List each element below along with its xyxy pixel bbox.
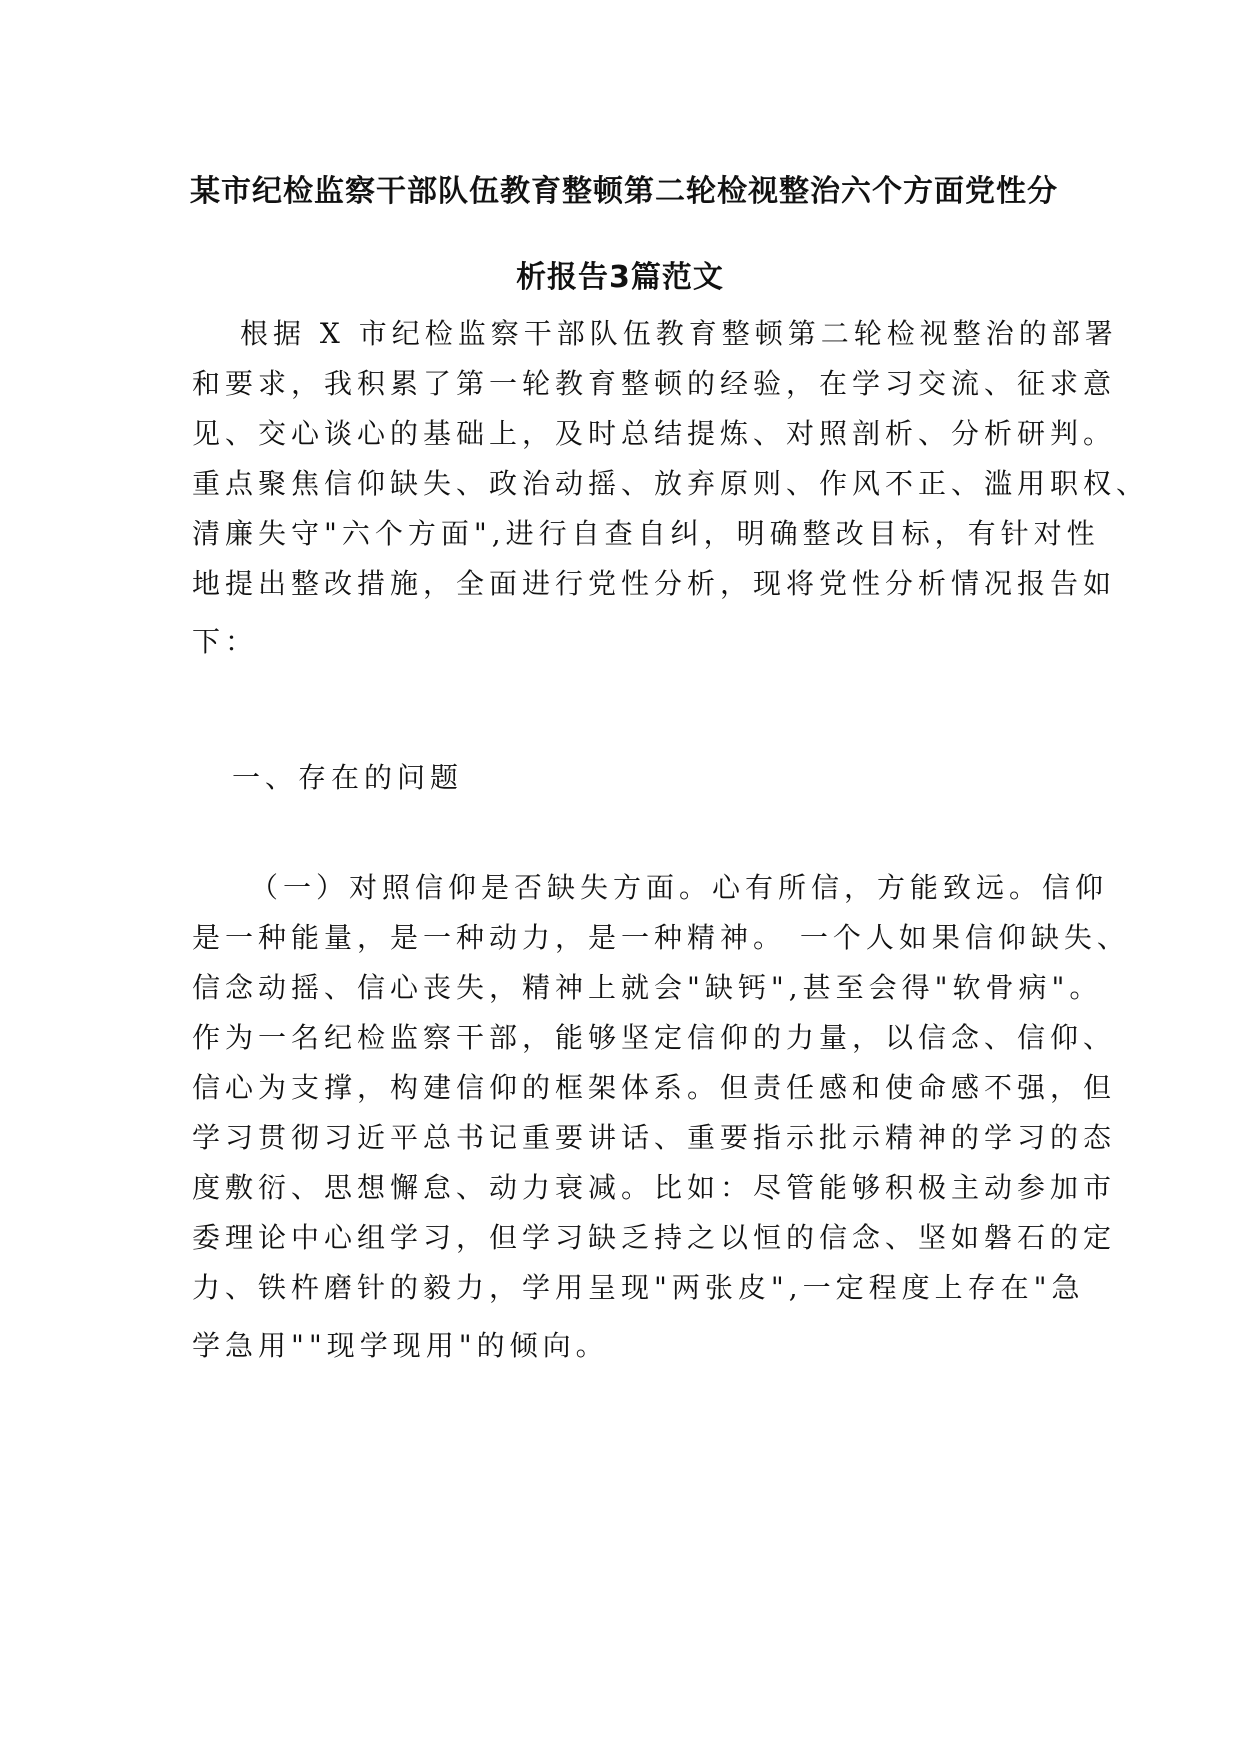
section-paragraph-line: 学习贯彻习近平总书记重要讲话、重要指示批示精神的学习的态 [192, 1121, 1117, 1154]
intro-line: 下： [192, 625, 259, 658]
section-paragraph-line: 度敷衍、思想懈怠、动力衰减。比如：尽管能够积极主动参加市 [192, 1171, 1117, 1204]
document-title-line-2: 析报告3篇范文 [516, 260, 724, 295]
intro-line: 地提出整改措施，全面进行党性分析，现将党性分析情况报告如 [192, 567, 1117, 600]
intro-line: 重点聚焦信仰缺失、政治动摇、放弃原则、作风不正、滥用职权、 [192, 467, 1150, 500]
document-title-line-1: 某市纪检监察干部队伍教育整顿第二轮检视整治六个方面党性分 [190, 174, 1058, 209]
intro-line: 根据 X 市纪检监察干部队伍教育整顿第二轮检视整治的部署 [240, 317, 1118, 350]
section-paragraph-line: 学急用""现学现用"的倾向。 [192, 1329, 609, 1362]
intro-line: 和要求，我积累了第一轮教育整顿的经验，在学习交流、征求意 [192, 367, 1117, 400]
section-paragraph-line: 信念动摇、信心丧失，精神上就会"缺钙",甚至会得"软骨病"。 [192, 971, 1103, 1004]
section-paragraph-line: 作为一名纪检监察干部，能够坚定信仰的力量，以信念、信仰、 [192, 1021, 1117, 1054]
section-paragraph-line: 是一种能量，是一种动力，是一种精神。 一个人如果信仰缺失、 [192, 921, 1130, 954]
intro-line: 清廉失守"六个方面",进行自查自纠，明确整改目标，有针对性 [192, 517, 1100, 550]
section-paragraph-line: 力、铁杵磨针的毅力，学用呈现"两张皮",一定程度上存在"急 [192, 1271, 1085, 1304]
section-paragraph-line: 委理论中心组学习，但学习缺乏持之以恒的信念、坚如磐石的定 [192, 1221, 1117, 1254]
section-paragraph-line: 信心为支撑，构建信仰的框架体系。但责任感和使命感不强，但 [192, 1071, 1117, 1104]
intro-line: 见、交心谈心的基础上，及时总结提炼、对照剖析、分析研判。 [192, 417, 1117, 450]
section-paragraph-line: （一）对照信仰是否缺失方面。心有所信，方能致远。信仰 [250, 871, 1109, 904]
section-heading: 一、存在的问题 [232, 761, 464, 794]
